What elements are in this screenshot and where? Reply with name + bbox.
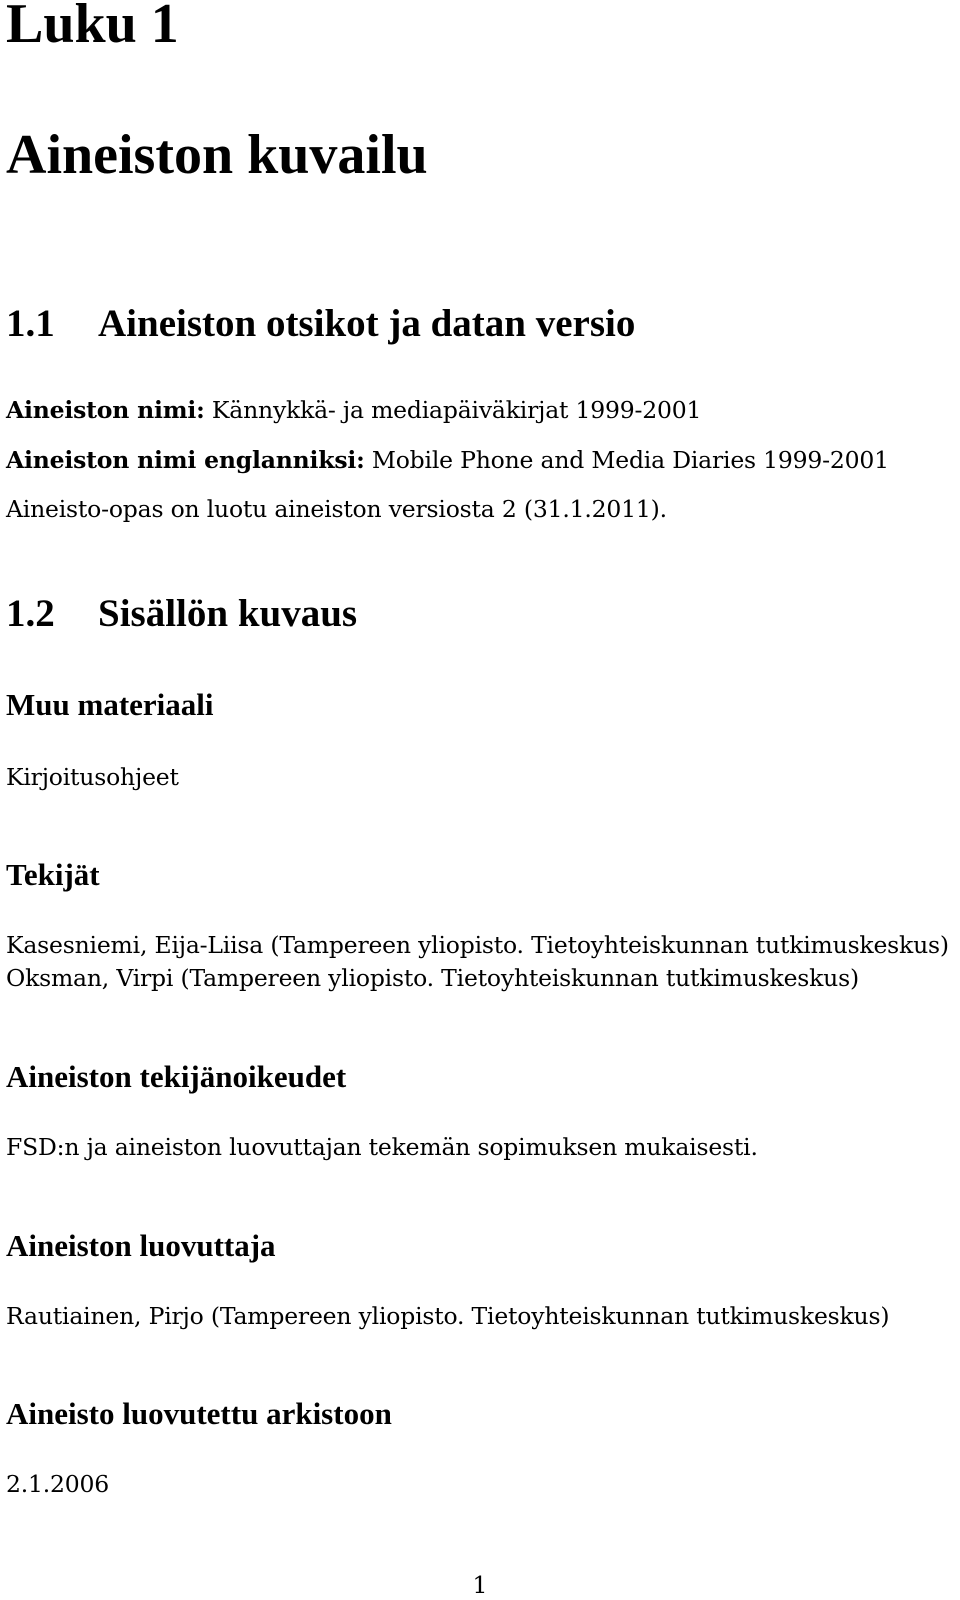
section-heading-1-1 (6, 301, 635, 347)
depositor-heading: Aineiston luovuttaja (6, 1228, 276, 1263)
other-material-text: Kirjoitusohjeet (6, 763, 179, 791)
dataset-name-value: Kännykkä- ja mediapäiväkirjat 1999-2001 (211, 396, 702, 424)
archived-heading: Aineisto luovutettu arkistoon (6, 1396, 392, 1431)
dataset-name-line (6, 395, 701, 425)
dataset-name-label: Aineiston nimi: (6, 396, 205, 424)
other-material-heading: Muu materiaali (6, 687, 214, 722)
section-number: 1.1 (6, 302, 55, 345)
section-title: Sisällön kuvaus (98, 592, 358, 635)
copyright-text: FSD:n ja aineiston luovuttajan tekemän sopimuksen mukaisesti. (6, 1133, 758, 1161)
chapter-label: Luku 1 (6, 0, 179, 55)
archived-date: 2.1.2006 (6, 1470, 110, 1498)
dataset-name-en-value: Mobile Phone and Media Diaries 1999-2001 (371, 446, 889, 474)
depositor-text: Rautiainen, Pirjo (Tampereen yliopisto. Tietoyhteiskunnan tutkimuskeskus) (6, 1302, 890, 1330)
version-note: Aineisto-opas on luotu aineiston versiosta 2 (31.1.2011). (6, 495, 667, 523)
chapter-title: Aineiston kuvailu (6, 124, 428, 186)
authors-heading: Tekijät (6, 857, 100, 892)
page-number: 1 (472, 1571, 488, 1599)
copyright-heading: Aineiston tekijänoikeudet (6, 1059, 347, 1094)
author-line: Oksman, Virpi (Tampereen yliopisto. Tietoyhteiskunnan tutkimuskeskus) (6, 964, 859, 992)
author-line: Kasesniemi, Eija-Liisa (Tampereen yliopisto. Tietoyhteiskunnan tutkimuskeskus) (6, 931, 949, 959)
section-title: Aineiston otsikot ja datan versio (98, 302, 636, 345)
dataset-name-en-label: Aineiston nimi englanniksi: (6, 446, 365, 474)
section-heading-1-2 (6, 591, 357, 637)
dataset-name-en-line (6, 445, 889, 475)
section-number: 1.2 (6, 592, 55, 635)
